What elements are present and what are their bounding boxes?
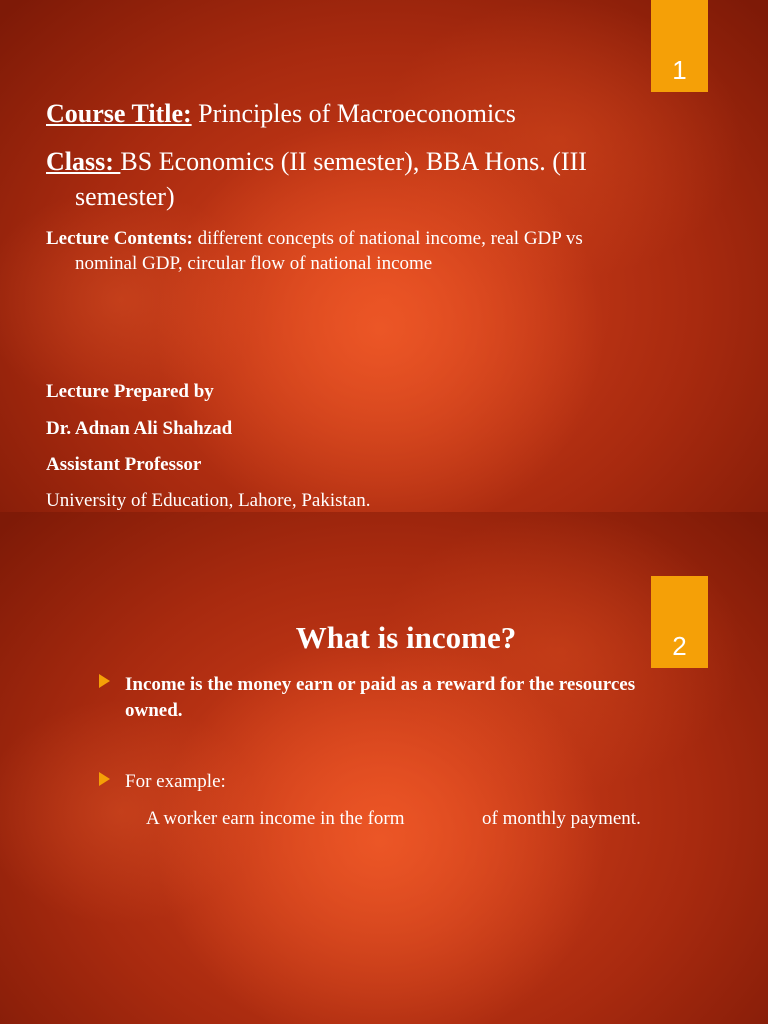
author-name: Dr. Adnan Ali Shahzad bbox=[46, 418, 233, 439]
slide-number-badge: 1 bbox=[651, 0, 708, 92]
slide-title: What is income? bbox=[295, 620, 517, 655]
institution: University of Education, Lahore, Pakistan. bbox=[46, 490, 371, 511]
lecture-contents-line bbox=[46, 228, 583, 250]
class-label: Class: bbox=[46, 147, 121, 176]
bullet-2-text: For example: bbox=[125, 771, 226, 792]
slide-2 bbox=[0, 512, 768, 1024]
course-title-value: Principles of Macroeconomics bbox=[191, 99, 516, 128]
prepared-by-label: Lecture Prepared by bbox=[46, 381, 214, 402]
bullet-arrow-icon bbox=[99, 674, 110, 688]
lecture-contents-value: different concepts of national income, real GDP vs bbox=[192, 228, 583, 249]
slide-number-badge: 2 bbox=[651, 576, 708, 668]
bullet-1-text: Income is the money earn or paid as a reward for the resources bbox=[125, 674, 636, 695]
class-value: BS Economics (II semester), BBA Hons. (III bbox=[120, 147, 587, 176]
author-position: Assistant Professor bbox=[46, 454, 202, 475]
class-line bbox=[46, 147, 587, 177]
lecture-contents-continued: nominal GDP, circular flow of national income bbox=[75, 253, 433, 274]
class-value-continued: semester) bbox=[75, 182, 175, 211]
course-title-line bbox=[46, 99, 516, 129]
bullet-1-continued: owned. bbox=[125, 700, 183, 721]
example-text-part-2: of monthly payment. bbox=[482, 808, 641, 829]
lecture-contents-label: Lecture Contents: bbox=[46, 228, 193, 249]
bullet-arrow-icon bbox=[99, 772, 110, 786]
course-title-label: Course Title: bbox=[46, 99, 192, 128]
example-text-part-1: A worker earn income in the form bbox=[146, 808, 405, 829]
